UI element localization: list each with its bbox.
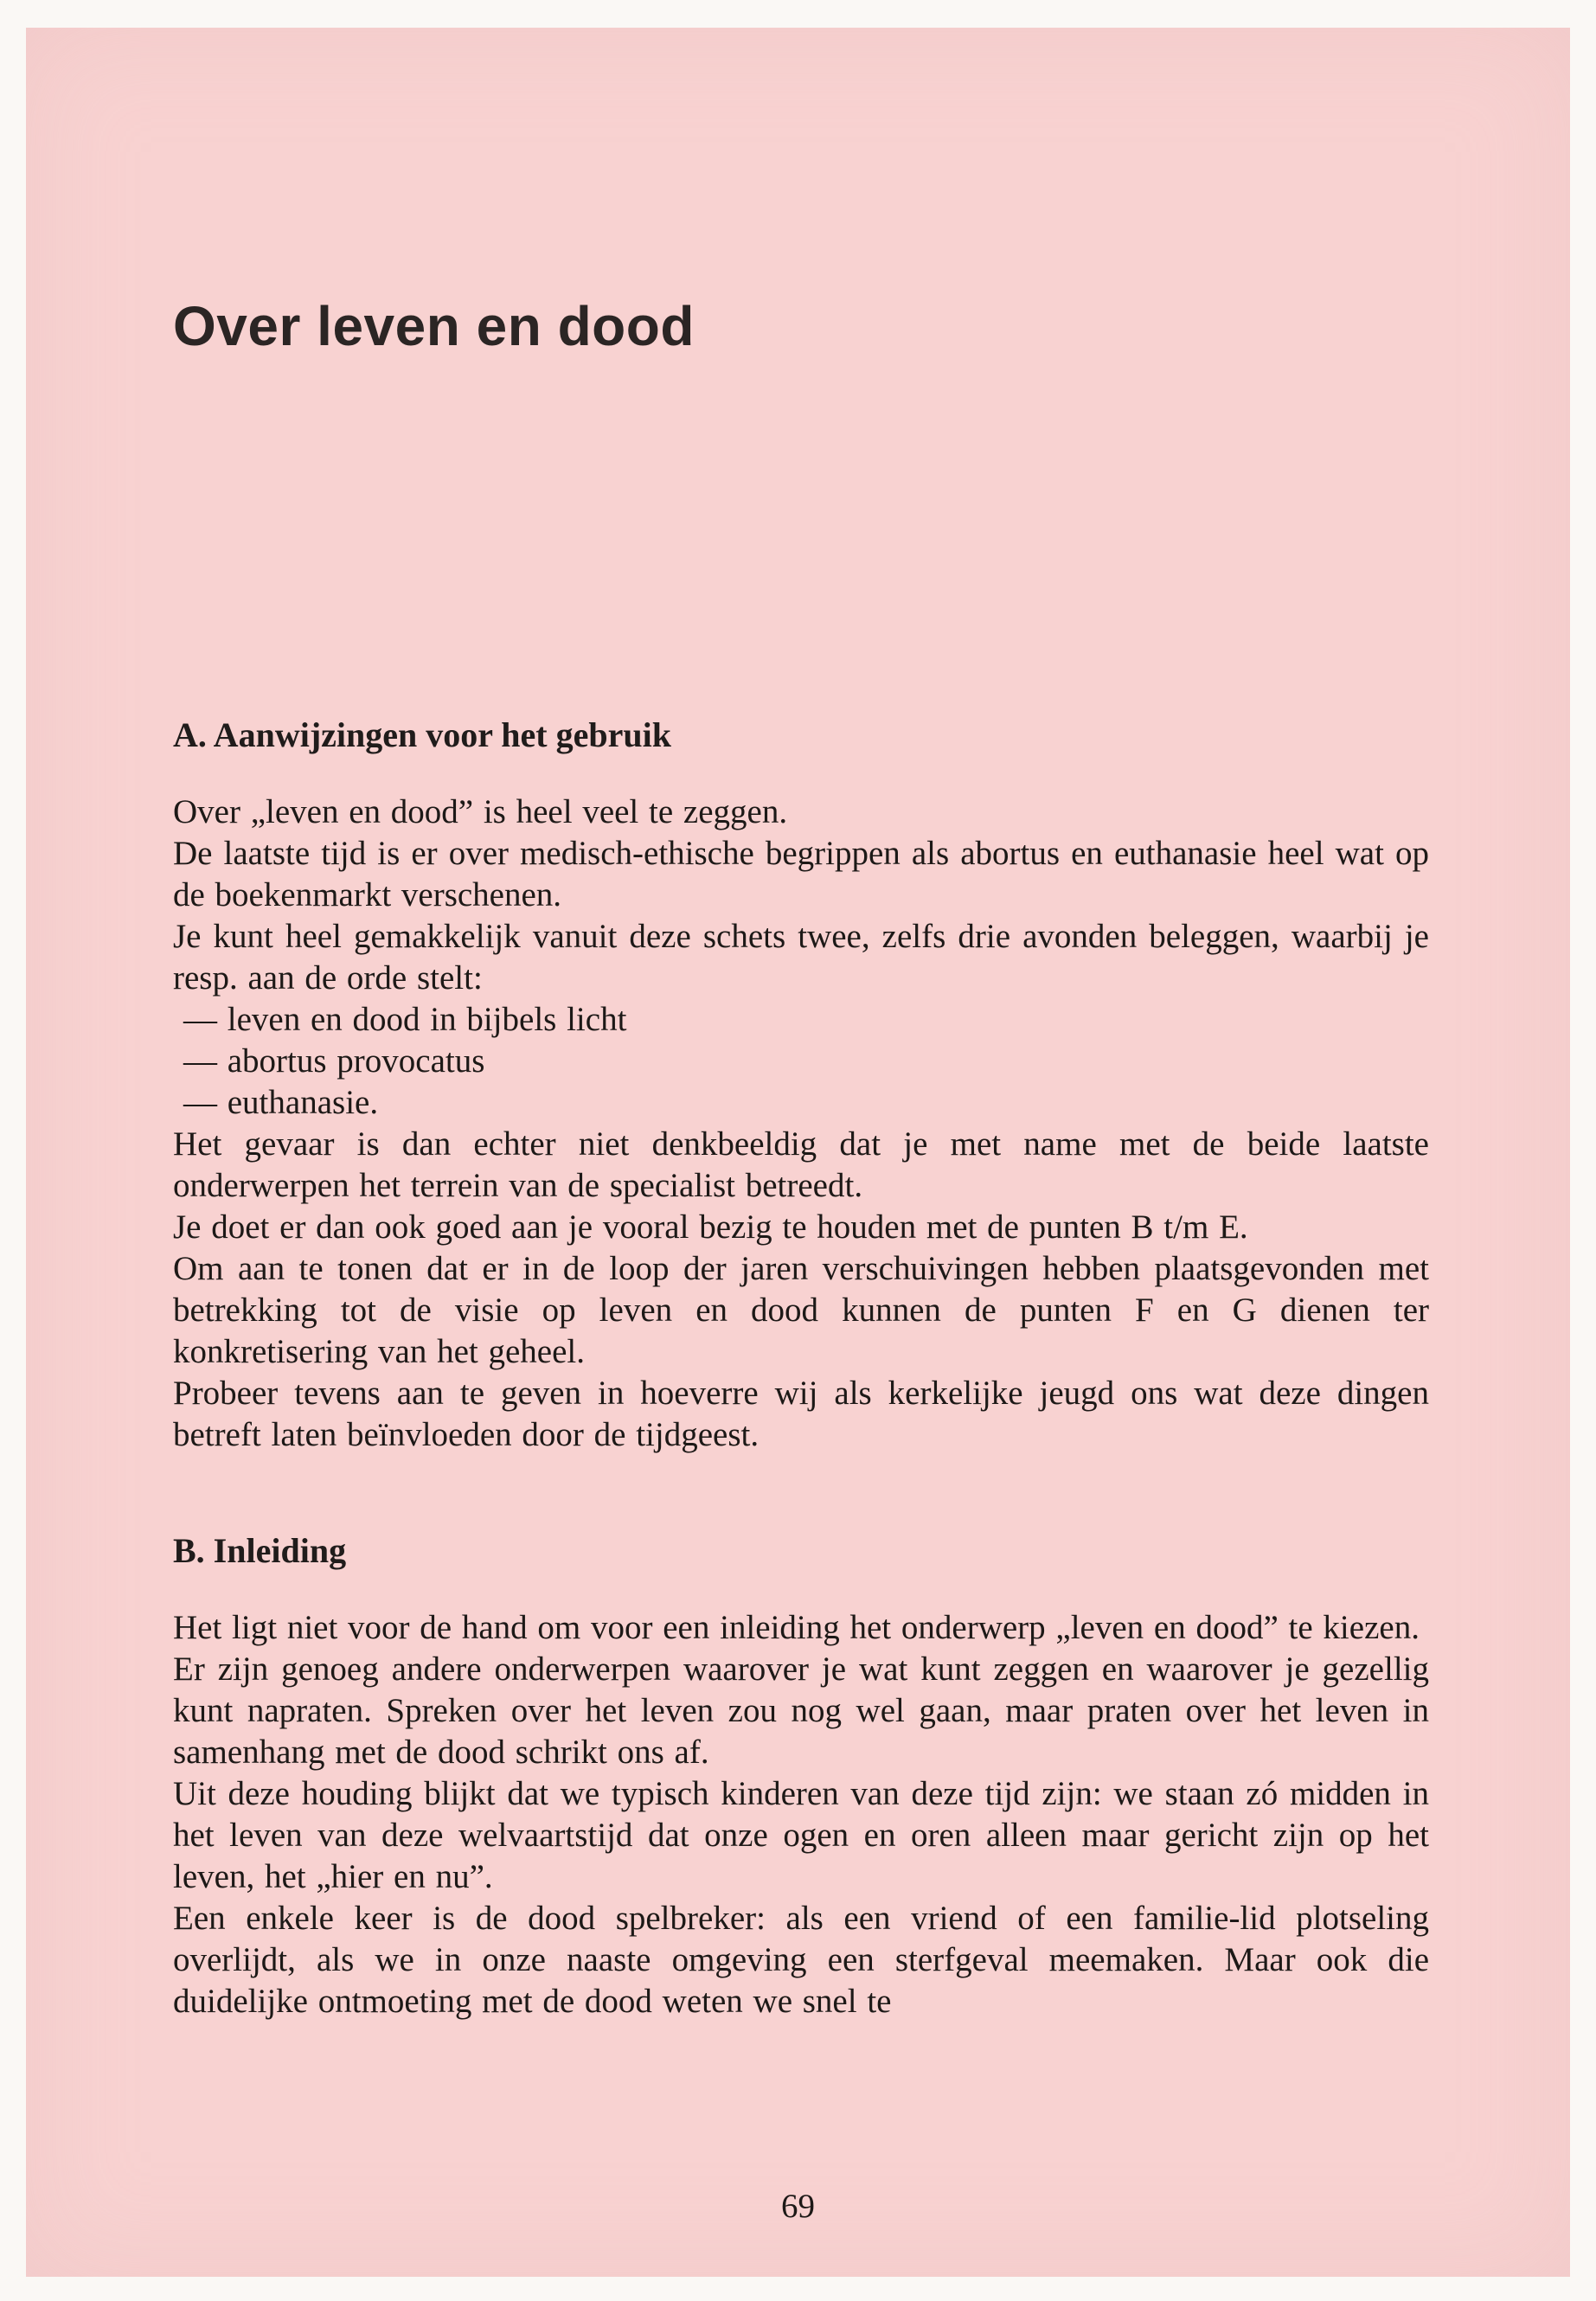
paragraph: Om aan te tonen dat er in de loop der jaren verschuivingen hebben plaatsgevonden met betrekking tot de visie op leven en dood kunnen de punten F en G dienen ter konkretisering van het geheel. xyxy=(173,1250,1429,1370)
section-b-heading: B. Inleiding xyxy=(173,1531,347,1570)
section-a-heading: A. Aanwijzingen voor het gebruik xyxy=(173,715,671,754)
paragraph: Je doet er dan ook goed aan je vooral bezig te houden met de punten B t/m E. xyxy=(173,1208,1248,1246)
page-number: 69 xyxy=(781,2188,815,2225)
paragraph: Een enkele keer is de dood spelbreker: als een vriend of een familie-lid plotseling overlijdt, als we in onze naaste omgeving een sterfgeval meemaken. Maar ook die duidelijke ontmoeting met de dood weten we snel te xyxy=(173,1900,1429,2020)
paragraph: De laatste tijd is er over medisch-ethische begrippen als abortus en euthanasie heel wat op de boekenmarkt verschenen. xyxy=(173,835,1429,913)
section-a xyxy=(173,715,1429,1456)
paragraph: Het gevaar is dan echter niet denkbeeldig dat je met name met de beide laatste onderwerpen het terrein van de specialist betreedt. xyxy=(173,1125,1429,1204)
paragraph: Over „leven en dood” is heel veel te zeggen. xyxy=(173,793,788,830)
paragraph: Het ligt niet voor de hand om voor een inleiding het onderwerp „leven en dood” te kiezen. xyxy=(173,1609,1420,1646)
section-b xyxy=(173,1530,1429,2022)
list-item: — euthanasie. xyxy=(183,1084,379,1121)
page-title: Over leven en dood xyxy=(173,295,695,357)
paragraph: Er zijn genoeg andere onderwerpen waarover je wat kunt zeggen en waarover je gezellig kunt napraten. Spreken over het leven zou nog wel gaan, maar praten over het leven in samenhang met de dood schrikt ons af. xyxy=(173,1650,1429,1771)
page-content xyxy=(173,28,1429,2022)
paragraph: Uit deze houding blijkt dat we typisch kinderen van deze tijd zijn: we staan zó midden in het leven van deze welvaartstijd dat onze ogen en oren alleen maar gericht zijn op het leven, het „hier en nu”. xyxy=(173,1775,1429,1895)
paragraph: Probeer tevens aan te geven in hoeverre wij als kerkelijke jeugd ons wat deze dingen betreft laten beïnvloeden door de tijdgeest. xyxy=(173,1375,1429,1453)
list-item: — leven en dood in bijbels licht xyxy=(183,1001,627,1038)
list-item: — abortus provocatus xyxy=(183,1042,485,1080)
pink-page-background xyxy=(26,28,1570,2277)
paragraph: Je kunt heel gemakkelijk vanuit deze schets twee, zelfs drie avonden beleggen, waarbij je resp. aan de orde stelt: xyxy=(173,918,1429,997)
